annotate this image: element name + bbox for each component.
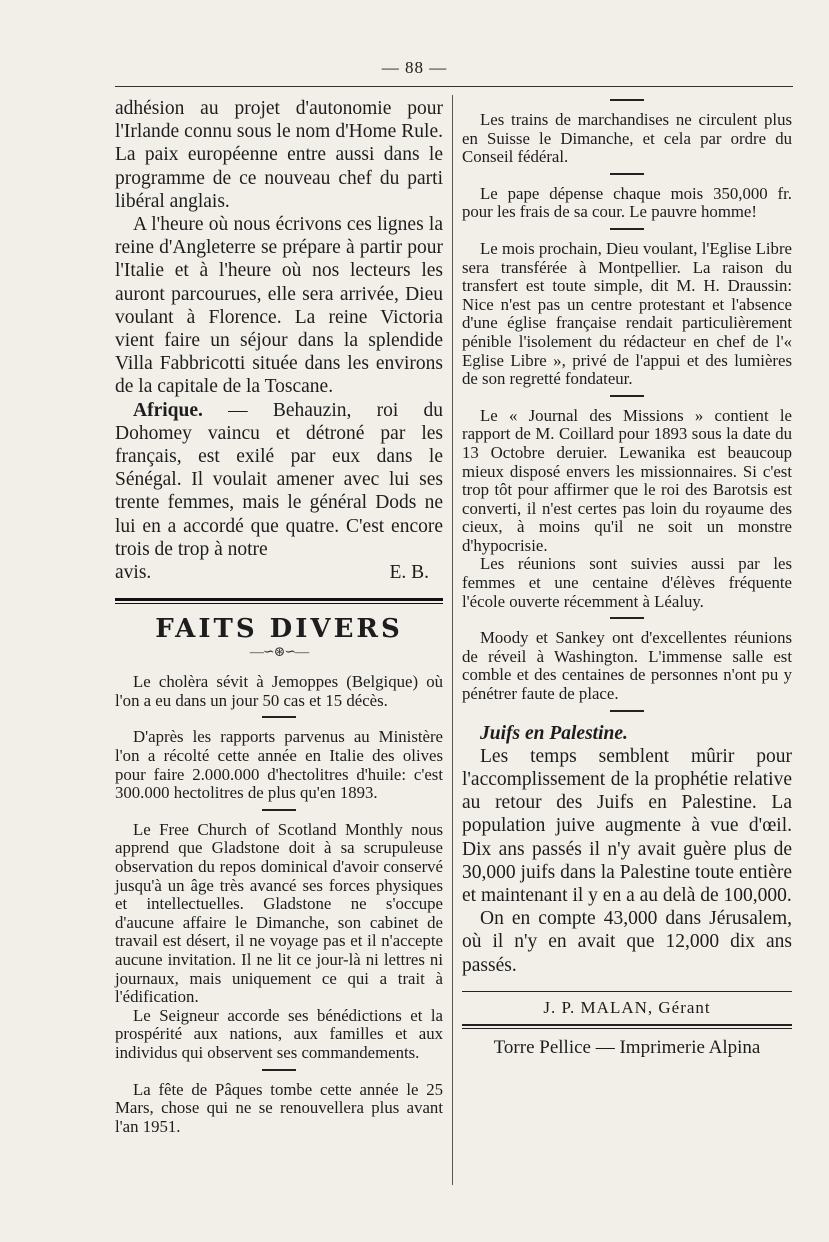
juifs-paragraph-2: On en compte 43,000 dans Jérusalem, où il n'y en avait que 12,000 dix ans passés. <box>462 908 792 976</box>
item-separator <box>610 617 644 619</box>
item-separator <box>610 710 644 712</box>
item-paques: La fête de Pâques tombe cette année le 25 Mars, chose qui ne se renouvellera plus avant l'an 1951. <box>115 1079 443 1136</box>
item-gladstone: Le Free Church of Scotland Monthly nous apprend que Gladstone doit à sa scrupuleuse observation du repos dominical d'avoir conservé jusqu'à un âge très avancé ses forces physiques et intellectuelles. Gladstone ne s'occupe d'aucune affaire le Dimanche, son cabinet de travail est désert, il ne voyage pas et il n'accepte aucune invitation. Il ne lit ce jour-là ni lettres ni journaux, mais uniquement ce qui a trait à l'édification. <box>115 819 443 1007</box>
item-eglise-libre: Le mois prochain, Dieu voulant, l'Eglise Libre sera transférée à Montpellier. La raison du transfert est toute simple, dit M. H. Draussin: Nice n'est pas un centre protestant et l'absence d'une église française rendait particulièrement pénible l'isolement du rédacteur en chef de l'« Eglise Libre », privé de l'appui et des lumières de son regretté fondateur. <box>462 238 792 389</box>
item-benedictions: Le Seigneur accorde ses bénédictions et la prospérité aux nations, aux familles et aux individus qui observent ses commandements. <box>115 1005 443 1062</box>
author-signature: E. B. <box>389 562 429 584</box>
gerant-line: J. P. MALAN, Gérant <box>543 997 711 1017</box>
left-column <box>115 97 443 1136</box>
ornament-icon: —∽⊛∽— <box>249 645 309 661</box>
item-olives: D'après les rapports parvenus au Ministère l'on a récolté cette année en Italie des olives pour faire 2.000.000 d'hectolitres d'huile: c'est 300.000 hectolitres de plus qu'en 1893. <box>115 727 443 803</box>
afrique-text: — Behauzin, roi du Dohomey vaincu et détroné par les français, est exilé par eux dans le Sénégal. Il voulait amener avec lui ses trente femmes, mais le général Dods ne lui en a accordé que quatre. C'est encore trois de trop à notre <box>115 399 443 560</box>
item-reunions: Les réunions sont suivies aussi par les femmes et une centaine d'élèves fréquente l'école ouverte récemment à Léaluy. <box>462 554 792 611</box>
section-divider <box>115 598 443 604</box>
item-separator <box>610 395 644 397</box>
item-trains: Les trains de marchandises ne circulent plus en Suisse le Dimanche, et cela par ordre du Conseil fédéral. <box>462 110 792 167</box>
item-moody-sankey: Moody et Sankey ont d'excellentes réunions de réveil à Washington. L'immense salle est comble et des centaines de personnes n'ont pu y pénétrer faute de place. <box>462 628 792 704</box>
item-separator <box>262 809 296 811</box>
paragraph-afrique <box>115 399 443 561</box>
juifs-paragraph-1: Les temps semblent mûrir pour l'accomplissement de la prophétie relative au retour des Juifs en Palestine. La population juive augmente à vue d'œil. Dix ans passés il n'y avait guère plus de 30,000 juifs dans la Palestine toute entière et maintenant il y en a au delà de 100,000. <box>462 745 792 907</box>
item-pape: Le pape dépense chaque mois 350,000 fr. pour les frais de sa cour. Le pauvre homme! <box>462 183 792 222</box>
paragraph-home-rule: adhésion au projet d'autonomie pour l'Irlande connu sous le nom d'Home Rule. La paix européenne entre aussi dans le programme de ce nouveau chef du parti libéral anglais. <box>115 98 443 212</box>
item-journal-missions: Le « Journal des Missions » contient le rapport de M. Coillard pour 1893 sous la date du 13 Octobre deruier. Lewanika est beaucoup mieux disposé envers les missionnaires. Si c'est trop tôt pour affirmer que le roi des Barotsis est converti, il n'est certes pas loin du royaume des cieux, à moins qu'il ne soit un monstre d'hypocrisie. <box>462 405 792 555</box>
item-separator <box>262 716 296 718</box>
item-separator <box>610 99 644 101</box>
afrique-text-end: avis. <box>115 562 152 584</box>
right-column <box>462 97 792 1059</box>
item-separator <box>262 1069 296 1071</box>
signature-line <box>115 561 443 584</box>
imprint-block <box>462 991 792 1059</box>
item-separator <box>610 228 644 230</box>
item-cholera: Le cholèra sévit à Jemoppes (Belgique) où l'on a eu dans un jour 50 cas et 15 décès. <box>115 672 443 710</box>
paragraph-queen-victoria: A l'heure où nous écrivons ces lignes la reine d'Angleterre se prépare à partir pour l'Italie et à l'heure où nos lecteurs les auront parcourues, elle sera arrivée, Dieu voulant à Florence. La reine Victoria vient faire un séjour dans la splendide Villa Fabbricotti située dans les environs de la capitale de la Toscane. <box>115 214 443 398</box>
header-rule <box>115 86 793 87</box>
printer-line: Torre Pellice — Imprimerie Alpina <box>493 1036 761 1058</box>
column-divider <box>452 95 453 1185</box>
juifs-title: Juifs en Palestine. <box>480 722 628 744</box>
afrique-label: Afrique. <box>133 399 203 421</box>
page-number: — 88 — <box>381 58 448 77</box>
item-separator <box>610 173 644 175</box>
section-heading-faits-divers: FAITS DIVERS <box>155 614 403 645</box>
